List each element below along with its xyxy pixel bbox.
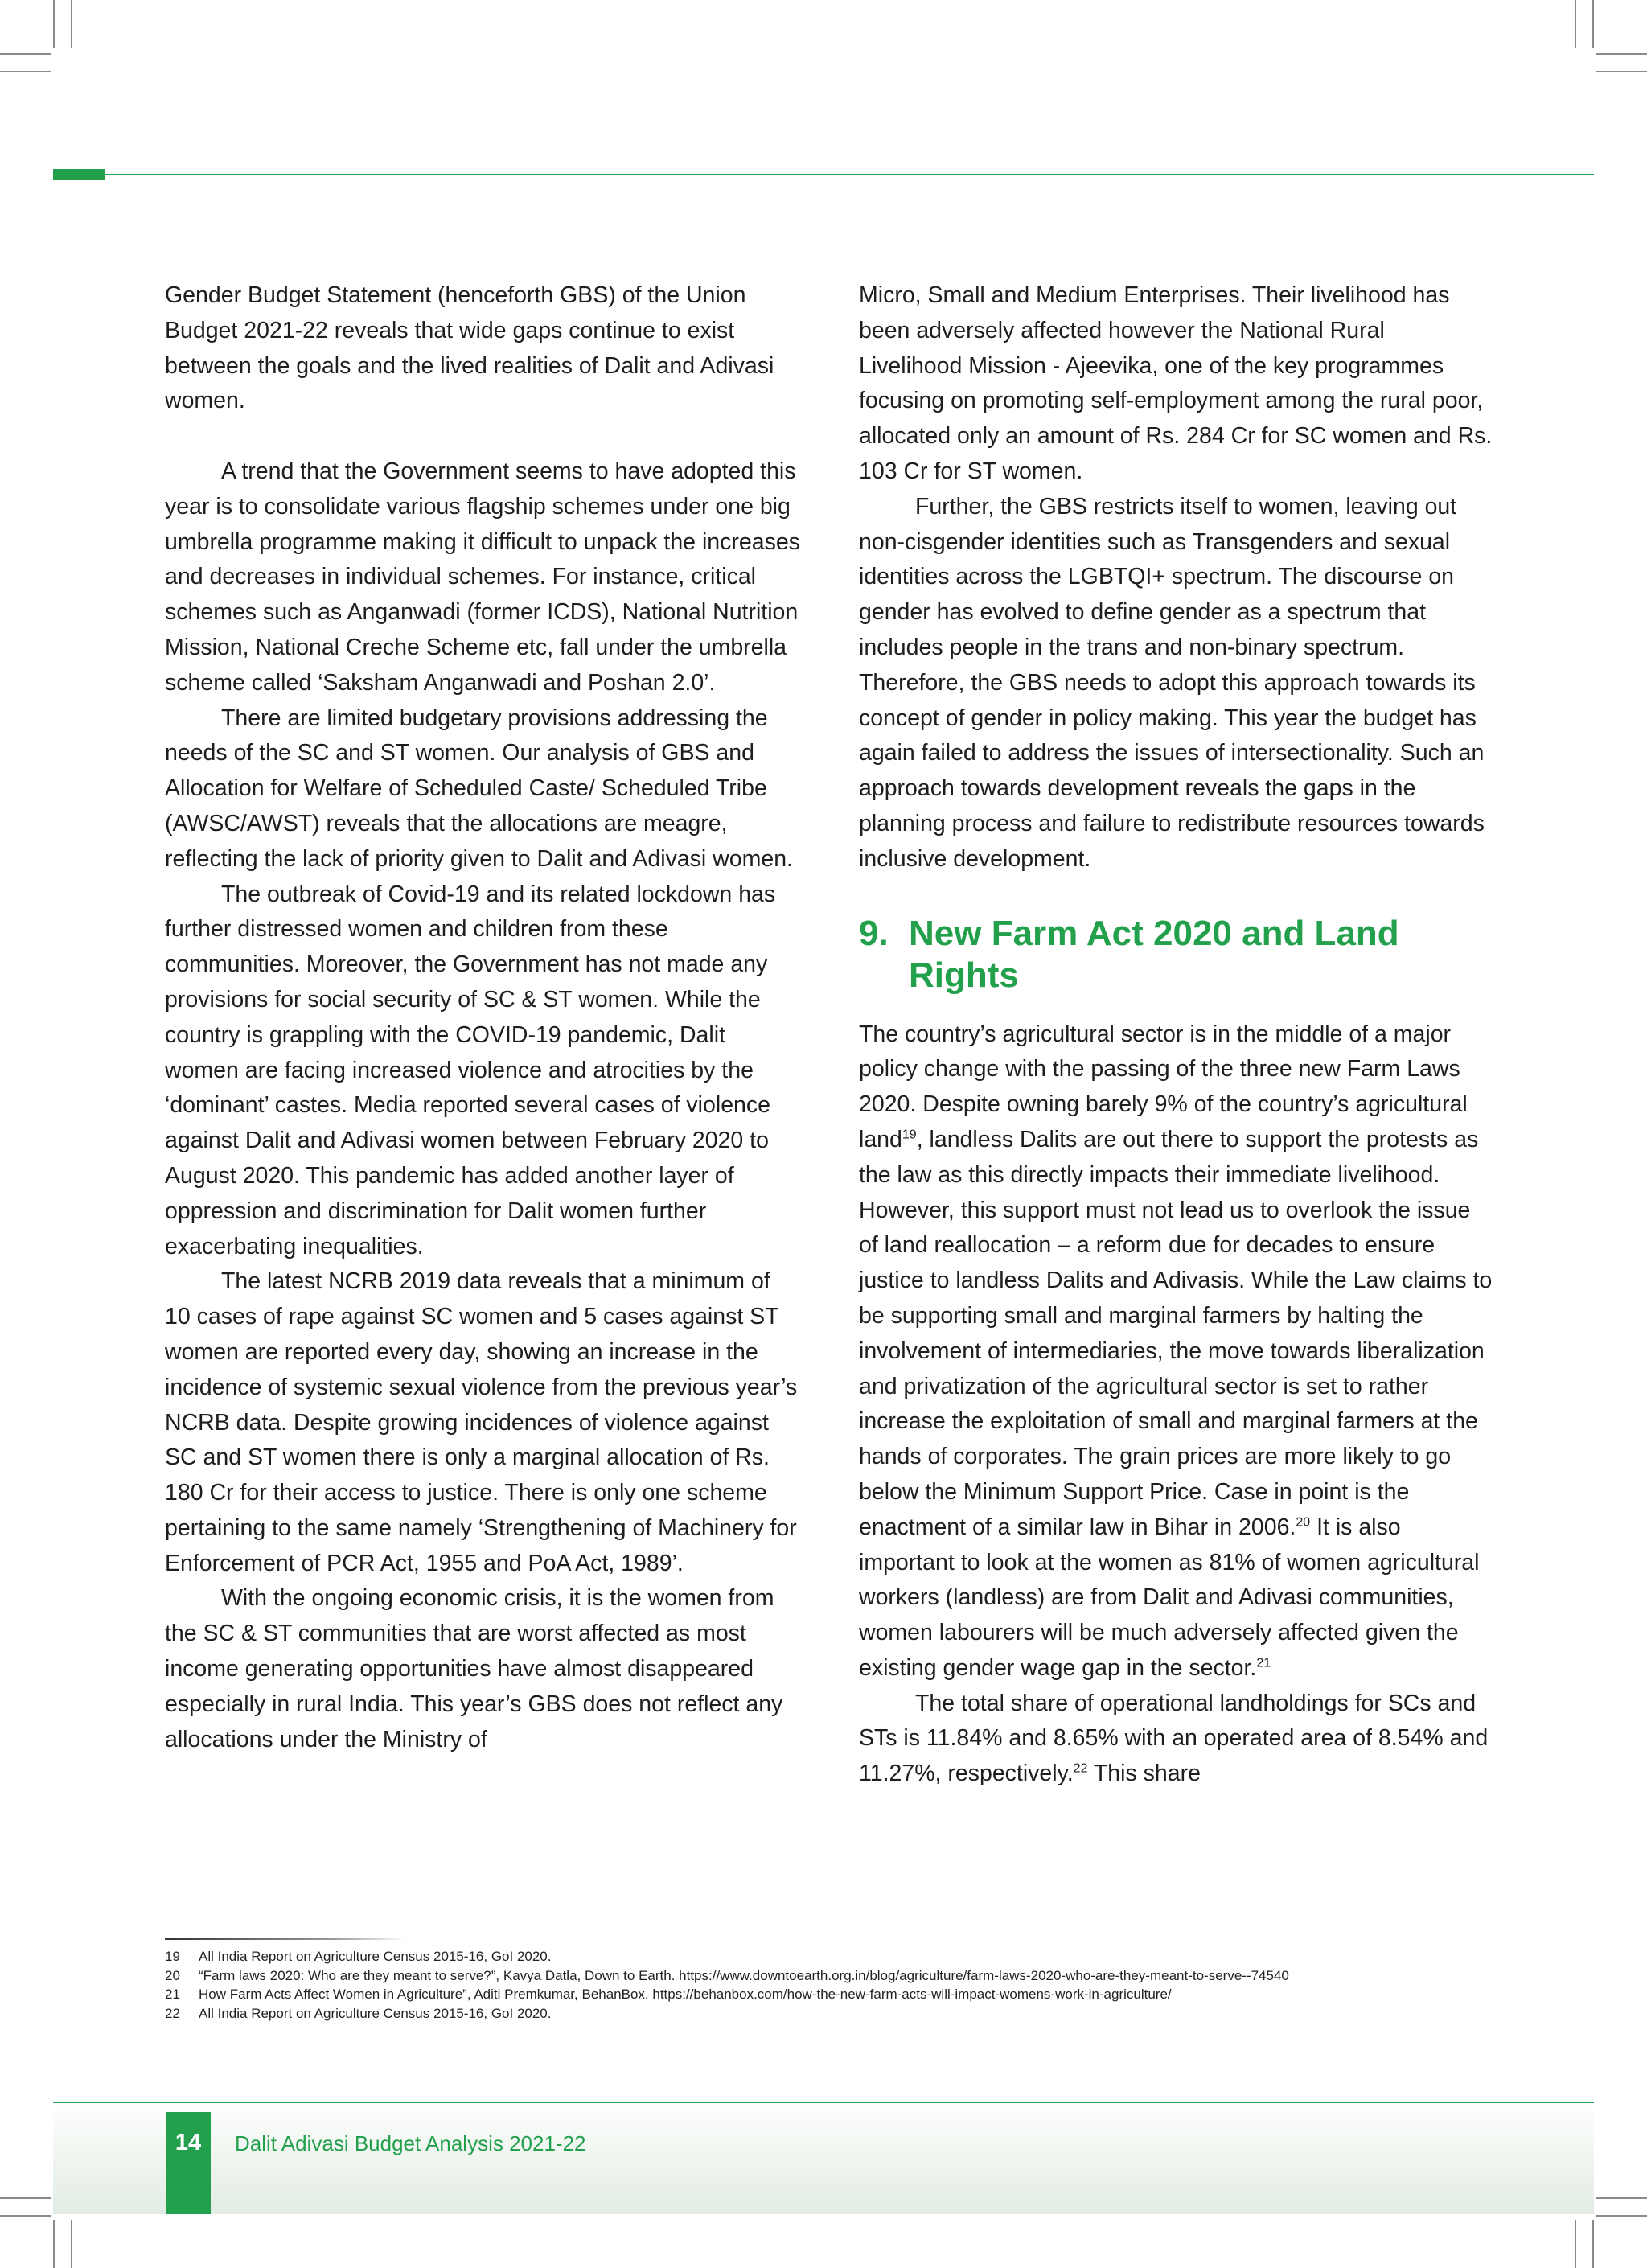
footnote	[165, 2004, 1516, 2024]
text-run: The country’s agricultural sector is in the middle of a major policy change with the passing of the three new Farm Laws 2020. Despite owning barely 9% of the country’s agricultural land	[859, 1021, 1468, 1152]
crop-mark	[0, 71, 51, 72]
crop-mark	[0, 2197, 51, 2199]
header-accent-block	[53, 169, 105, 180]
section-number: 9.	[859, 913, 889, 953]
footnote-text: How Farm Acts Affect Women in Agriculture”, Aditi Premkumar, BehanBox. https://behanbox.com/how-the-new-farm-acts-will-impact-womens-work-in-agriculture/	[199, 1987, 1172, 2002]
footer-band	[53, 2102, 1594, 2214]
crop-mark	[71, 0, 72, 48]
footnote-text: All India Report on Agriculture Census 2015-16, GoI 2020.	[199, 1949, 552, 1964]
footnote	[165, 1966, 1516, 1986]
crop-mark	[1596, 2197, 1647, 2199]
footnote-text: “Farm laws 2020: Who are they meant to serve?”, Kavya Datla, Down to Earth. https://www.downtoearth.org.in/blog/agriculture/farm-laws-2020-who-are-they-meant-to-serve--74540	[199, 1967, 1289, 1983]
footnote	[165, 1985, 1516, 2004]
running-title: Dalit Adivasi Budget Analysis 2021-22	[235, 2131, 586, 2155]
text-run: This share	[1087, 1761, 1201, 1787]
crop-mark	[1575, 0, 1576, 48]
footnote-rule	[165, 1938, 406, 1940]
footnote-number: 21	[165, 1987, 180, 2002]
crop-mark	[1596, 2215, 1647, 2217]
crop-mark	[1592, 2220, 1594, 2268]
footnote	[165, 1947, 1516, 1966]
crop-mark	[1575, 2220, 1576, 2268]
left-column	[165, 278, 800, 1757]
footnote-ref: 19	[902, 1128, 917, 1142]
crop-mark	[0, 53, 51, 55]
footnote-ref: 20	[1296, 1515, 1311, 1530]
crop-mark	[1592, 0, 1594, 48]
section-heading	[859, 913, 1494, 996]
paragraph: The outbreak of Covid-19 and its related lockdown has further distressed women and children from these communities. Moreover, the Government has not made any provisions for social security of SC & ST women. While the country is grappling with the COVID-19 pandemic, Dalit women are facing increased violence and atrocities by the ‘dominant’ castes. Media reported several cases of violence against Dalit and Adivasi women between February 2020 to August 2020. This pandemic has added another layer of oppression and discrimination for Dalit women further exacerbating inequalities.	[165, 881, 776, 1259]
text-run: It is also important to look at the women as 81% of women agricultural workers (landless) are from Dalit and Adivasi communities, women labourers will be much adversely affected given the existing gender wage gap in the sector.	[859, 1514, 1480, 1681]
crop-mark	[53, 2220, 55, 2268]
paragraph	[859, 1017, 1494, 1687]
right-column	[859, 278, 1494, 1792]
page-number-box	[166, 2112, 211, 2214]
crop-mark	[0, 2215, 51, 2217]
page-number: 14	[175, 2130, 202, 2155]
footnote-ref: 22	[1073, 1761, 1088, 1776]
paragraph: Further, the GBS restricts itself to women, leaving out non-cisgender identities such as Transgenders and sexual identities across the LGBTQI+ spectrum. The discourse on gender has evolved to define gender as a spectrum that includes people in the trans and non-binary spectrum. Therefore, the GBS needs to adopt this approach towards its concept of gender in policy making. This year the budget has again failed to address the issues of intersectionality. Such an approach towards development reveals the gaps in the planning process and failure to redistribute resources towards inclusive development.	[859, 493, 1485, 872]
footnotes	[165, 1947, 1516, 2023]
crop-mark	[1596, 53, 1647, 55]
footnote-text: All India Report on Agriculture Census 2015-16, GoI 2020.	[199, 2005, 552, 2021]
paragraph: Gender Budget Statement (henceforth GBS) of the Union Budget 2021-22 reveals that wide gaps continue to exist between the goals and the lived realities of Dalit and Adivasi women.	[165, 282, 774, 414]
paragraph: There are limited budgetary provisions addressing the needs of the SC and ST women. Our analysis of GBS and Allocation for Welfare of Scheduled Caste/ Scheduled Tribe (AWSC/AWST) reveals that the allocations are meagre, reflecting the lack of priority given to Dalit and Adivasi women.	[165, 705, 793, 872]
text-run: The total share of operational landholdings for SCs and STs is 11.84% and 8.65% with an operated area of 8.54% and 11.27%, respectively.	[859, 1690, 1489, 1787]
paragraph: The latest NCRB 2019 data reveals that a minimum of 10 cases of rape against SC women and 5 cases against ST women are reported every day, showing an increase in the incidence of systemic sexual violence from the previous year’s NCRB data. Despite growing incidences of violence against SC and ST women there is only a marginal allocation of Rs. 180 Cr for their access to justice. There is only one scheme pertaining to the same namely ‘Strengthening of Machinery for Enforcement of PCR Act, 1955 and PoA Act, 1989’.	[165, 1268, 798, 1576]
crop-mark	[1596, 71, 1647, 72]
paragraph: A trend that the Government seems to have adopted this year is to consolidate various flagship schemes under one big umbrella programme making it difficult to unpack the increases and decreases in individual schemes. For instance, critical schemes such as Anganwadi (former ICDS), National Nutrition Mission, National Creche Scheme etc, fall under the umbrella scheme called ‘Saksham Anganwadi and Poshan 2.0’.	[165, 458, 800, 696]
footnote-number: 22	[165, 2005, 180, 2021]
paragraph	[859, 1687, 1494, 1792]
paragraph: With the ongoing economic crisis, it is the women from the SC & ST communities that are worst affected as most income generating opportunities have almost disappeared especially in rural India. This year’s GBS does not reflect any allocations under the Ministry of	[165, 1585, 783, 1752]
text-run: , landless Dalits are out there to support the protests as the law as this directly impacts their immediate livelihood. However, this support must not lead us to overlook the issue of land reallocation – a reform due for decades to ensure justice to landless Dalits and Adivasis. While the Law claims to be supporting small and marginal farmers by halting the involvement of intermediaries, the move towards liberalization and privatization of the agricultural sector is set to rather increase the exploitation of small and marginal farmers at the hands of corporates. The grain prices are more likely to go below the Minimum Support Price. Case in point is the enactment of a similar law in Bihar in 2006.	[859, 1126, 1493, 1540]
header-rule	[53, 174, 1594, 175]
crop-mark	[53, 0, 55, 48]
footer-rule	[53, 2102, 1594, 2103]
section-title: New Farm Act 2020 and Land Rights	[909, 913, 1399, 995]
footnote-ref: 21	[1256, 1656, 1271, 1670]
crop-mark	[71, 2220, 72, 2268]
paragraph: Micro, Small and Medium Enterprises. Their livelihood has been adversely affected however the National Rural Livelihood Mission - Ajeevika, one of the key programmes focusing on promoting self-employment among the rural poor, allocated only an amount of Rs. 284 Cr for SC women and Rs. 103 Cr for ST women.	[859, 282, 1493, 484]
footnote-number: 20	[165, 1967, 180, 1983]
footnote-number: 19	[165, 1949, 180, 1964]
